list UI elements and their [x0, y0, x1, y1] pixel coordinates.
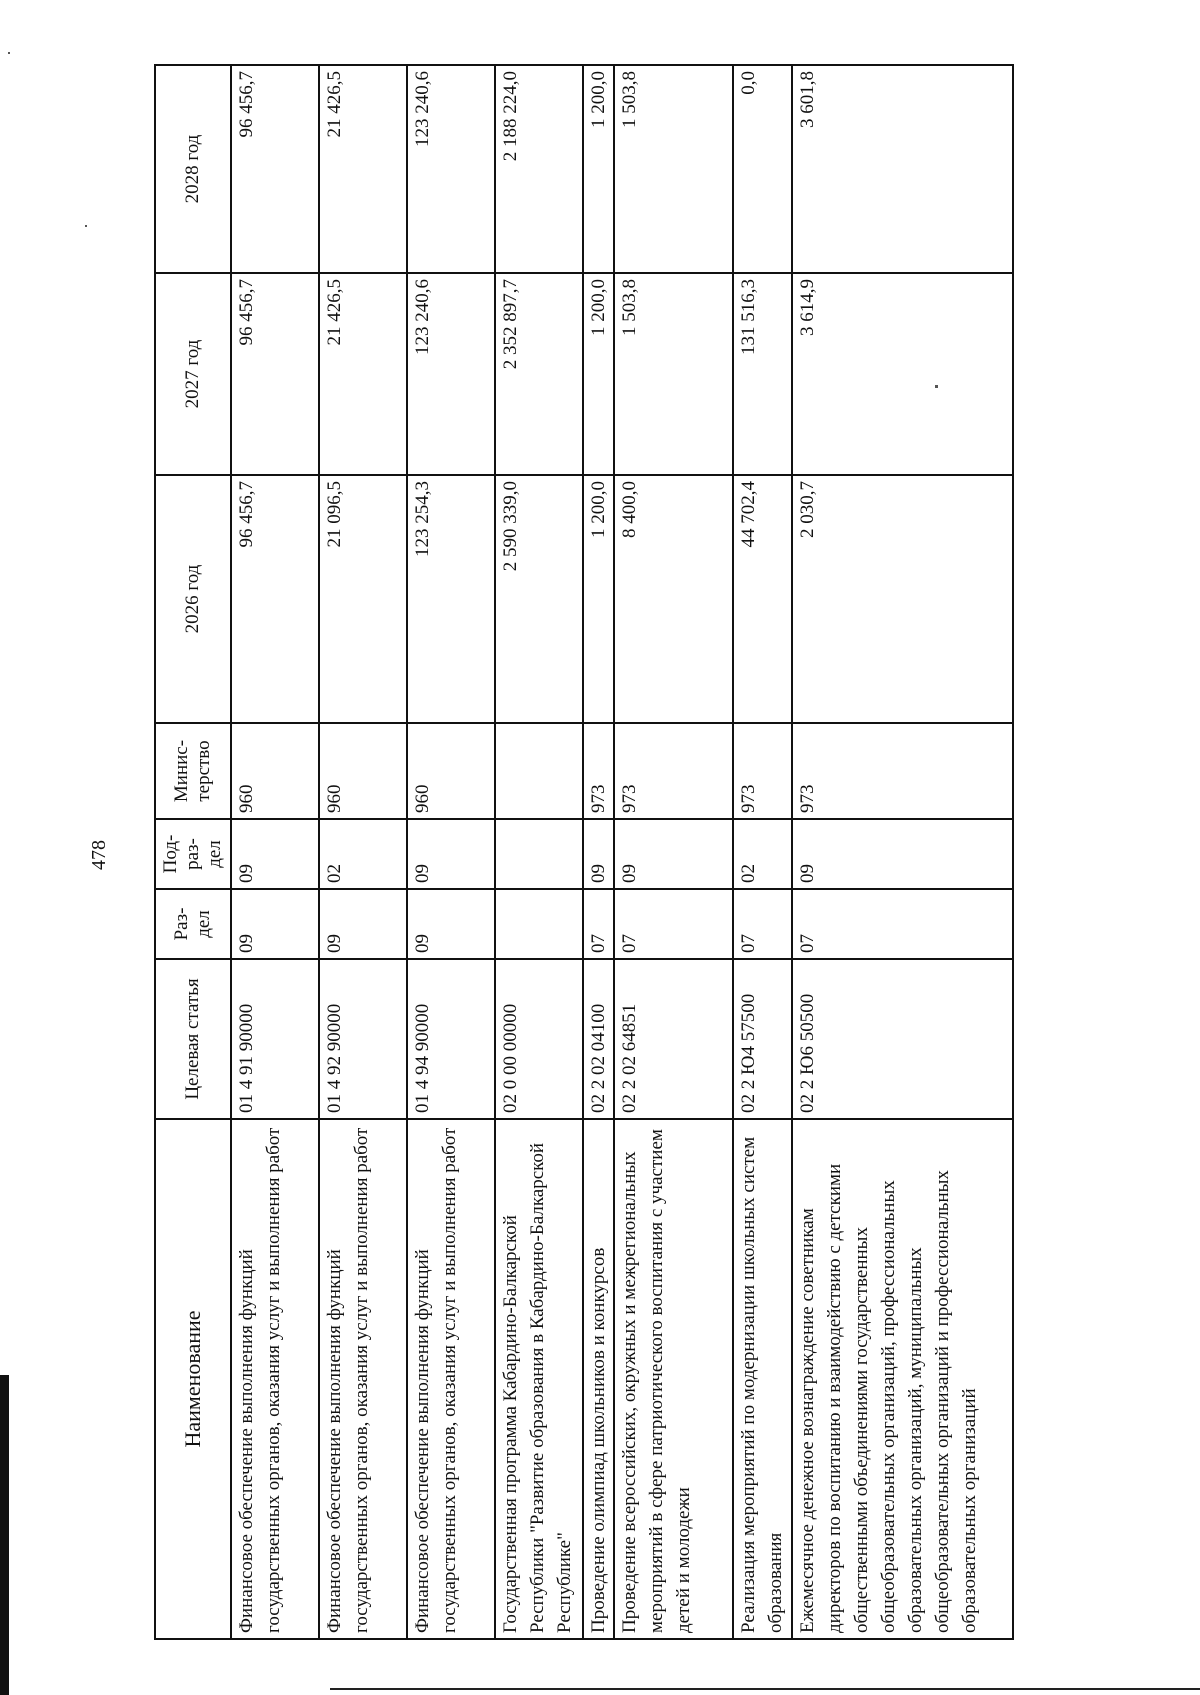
table-row — [614, 65, 733, 1639]
budget-table — [154, 64, 1014, 1640]
header-ministry: Минис-терство — [155, 723, 231, 819]
row-2027: 96 456,7 — [231, 273, 319, 475]
scan-speck — [8, 52, 10, 54]
row-target-article: 02 0 00 00000 — [495, 959, 583, 1119]
header-section: Раз-дел — [155, 889, 231, 959]
table-row — [733, 65, 792, 1639]
header-name: Наименование — [155, 1119, 231, 1639]
row-2027: 3 614,9 — [792, 273, 1013, 475]
row-2027: 131 516,3 — [733, 273, 792, 475]
row-section: 07 — [583, 889, 615, 959]
row-2026: 96 456,7 — [231, 475, 319, 723]
row-ministry: 973 — [792, 723, 1013, 819]
row-section: 09 — [407, 889, 495, 959]
row-2026: 2 030,7 — [792, 475, 1013, 723]
row-subsection — [495, 819, 583, 889]
scan-speck — [85, 225, 87, 227]
row-target-article: 01 4 92 90000 — [319, 959, 407, 1119]
row-2026: 44 702,4 — [733, 475, 792, 723]
row-section: 07 — [733, 889, 792, 959]
row-ministry: 973 — [614, 723, 733, 819]
row-2027: 2 352 897,7 — [495, 273, 583, 475]
row-name: Финансовое обеспечение выполнения функций государственных органов, оказания услуг и выполнения работ — [319, 1119, 407, 1639]
row-section: 09 — [319, 889, 407, 959]
row-section: 07 — [614, 889, 733, 959]
row-2026: 123 254,3 — [407, 475, 495, 723]
table-row — [583, 65, 615, 1639]
row-section: 07 — [792, 889, 1013, 959]
row-name: Финансовое обеспечение выполнения функций государственных органов, оказания услуг и выполнения работ — [407, 1119, 495, 1639]
table-row — [407, 65, 495, 1639]
row-target-article: 02 2 02 64851 — [614, 959, 733, 1119]
budget-table-container — [154, 66, 1014, 1640]
row-2028: 2 188 224,0 — [495, 65, 583, 273]
row-subsection: 09 — [583, 819, 615, 889]
row-ministry: 960 — [319, 723, 407, 819]
row-target-article: 02 2 Ю4 57500 — [733, 959, 792, 1119]
table-row — [495, 65, 583, 1639]
row-2027: 21 426,5 — [319, 273, 407, 475]
row-ministry: 973 — [583, 723, 615, 819]
row-subsection: 09 — [231, 819, 319, 889]
row-ministry: 960 — [407, 723, 495, 819]
row-subsection: 09 — [614, 819, 733, 889]
row-2028: 96 456,7 — [231, 65, 319, 273]
page-number: 478 — [88, 840, 110, 870]
row-2028: 1 503,8 — [614, 65, 733, 273]
scan-edge-mark — [0, 1375, 9, 1695]
row-2028: 3 601,8 — [792, 65, 1013, 273]
row-2026: 8 400,0 — [614, 475, 733, 723]
row-2027: 123 240,6 — [407, 273, 495, 475]
header-2027: 2027 год — [155, 273, 231, 475]
scan-speck — [935, 385, 938, 388]
row-name: Проведение всероссийских, окружных и межрегиональных мероприятий в сфере патриотического воспитания с участием детей и молодежи — [614, 1119, 733, 1639]
header-2026: 2026 год — [155, 475, 231, 723]
row-2028: 123 240,6 — [407, 65, 495, 273]
row-2027: 1 200,0 — [583, 273, 615, 475]
row-subsection: 09 — [792, 819, 1013, 889]
row-target-article: 01 4 91 90000 — [231, 959, 319, 1119]
row-name: Реализация мероприятий по модернизации школьных систем образования — [733, 1119, 792, 1639]
row-ministry — [495, 723, 583, 819]
row-2028: 21 426,5 — [319, 65, 407, 273]
header-subsection: Под-раз-дел — [155, 819, 231, 889]
row-2028: 0,0 — [733, 65, 792, 273]
row-2027: 1 503,8 — [614, 273, 733, 475]
table-row — [231, 65, 319, 1639]
row-section — [495, 889, 583, 959]
row-ministry: 960 — [231, 723, 319, 819]
row-name: Проведение олимпиад школьников и конкурсов — [583, 1119, 615, 1639]
row-2026: 21 096,5 — [319, 475, 407, 723]
header-target-article: Целевая статья — [155, 959, 231, 1119]
scan-bottom-line — [330, 1688, 1200, 1690]
row-name: Финансовое обеспечение выполнения функций государственных органов, оказания услуг и выполнения работ — [231, 1119, 319, 1639]
row-ministry: 973 — [733, 723, 792, 819]
header-2028: 2028 год — [155, 65, 231, 273]
table-row — [792, 65, 1013, 1639]
row-2026: 2 590 339,0 — [495, 475, 583, 723]
row-name: Ежемесячное денежное вознаграждение советникам директоров по воспитанию и взаимодействию с детскими общественными объединениями государственных общеобразовательных организаций, профессиональных образовательных организаций, муниципальных общеобразовательных организаций и профессиональных образовательных организаций — [792, 1119, 1013, 1639]
row-subsection: 09 — [407, 819, 495, 889]
row-subsection: 02 — [319, 819, 407, 889]
row-target-article: 02 2 Ю6 50500 — [792, 959, 1013, 1119]
row-name: Государственная программа Кабардино-Балкарской Республики "Развитие образования в Кабардино-Балкарской Республике" — [495, 1119, 583, 1639]
row-subsection: 02 — [733, 819, 792, 889]
row-2028: 1 200,0 — [583, 65, 615, 273]
row-target-article: 01 4 94 90000 — [407, 959, 495, 1119]
row-section: 09 — [231, 889, 319, 959]
table-header-row — [155, 65, 231, 1639]
table-row — [319, 65, 407, 1639]
row-target-article: 02 2 02 04100 — [583, 959, 615, 1119]
row-2026: 1 200,0 — [583, 475, 615, 723]
